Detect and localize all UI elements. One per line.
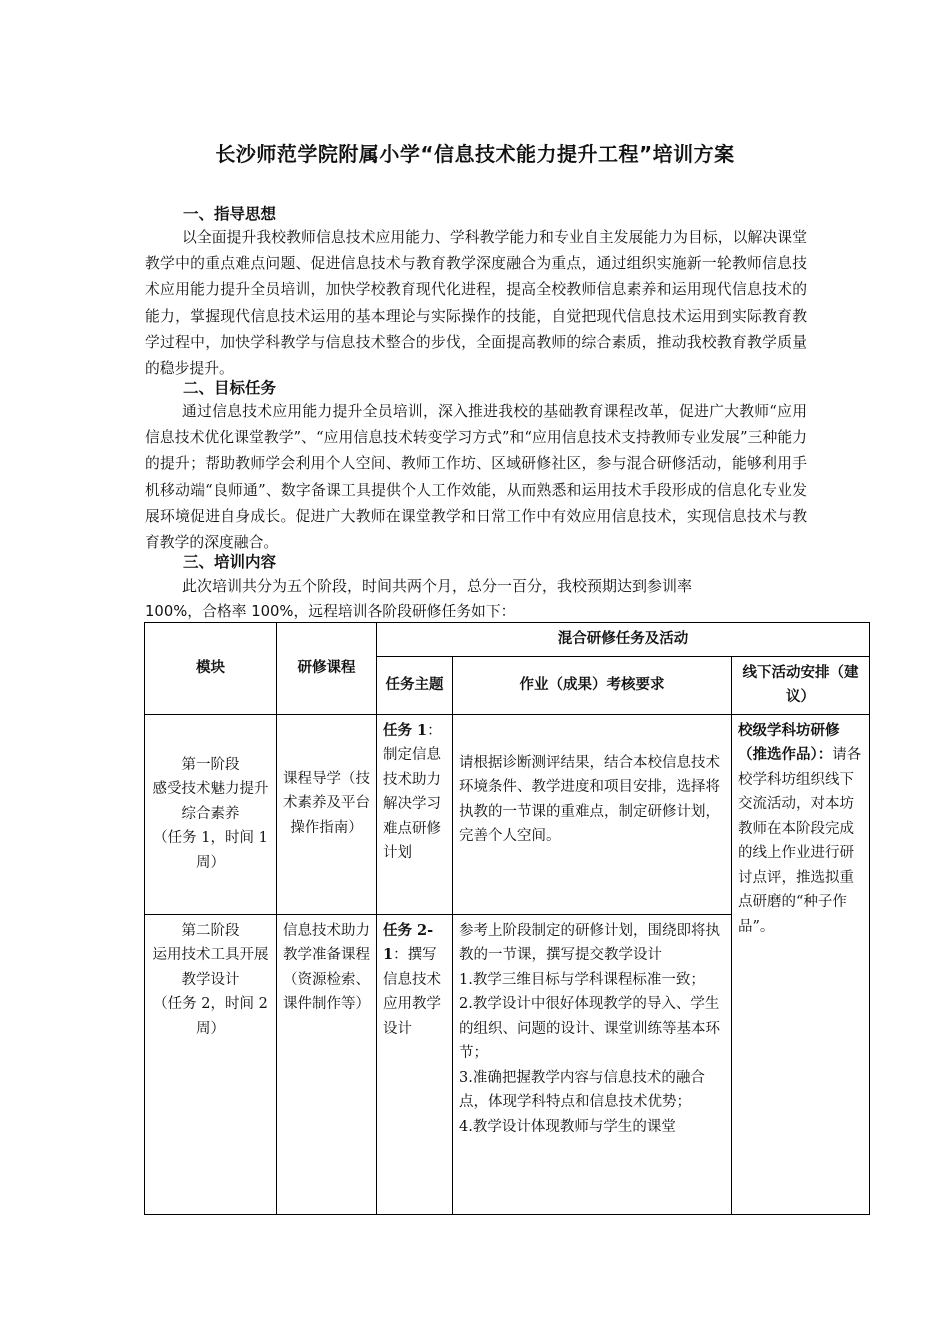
stage-2-duration: （任务 2，时间 2 周） bbox=[153, 996, 268, 1037]
header-assessment: 作业（成果）考核要求 bbox=[453, 656, 732, 714]
offline-activity-title: 校级学科坊研修（推选作品）： bbox=[738, 721, 840, 763]
section-heading-1: 一、指导思想 bbox=[183, 205, 277, 223]
header-task-theme: 任务主题 bbox=[377, 656, 453, 714]
stage-2-item-2: 2.教学设计中很好体现教学的导入、学生的组织、问题的设计、课堂训练等基本环节； bbox=[459, 996, 720, 1061]
page-title: 长沙师范学院附属小学“信息技术能力提升工程”培训方案 bbox=[215, 142, 735, 166]
stage-2-task-label: 任务 2-1 bbox=[383, 921, 434, 963]
stage-1-cell bbox=[145, 714, 277, 914]
stage-2-task bbox=[377, 914, 453, 1214]
stage-2-item-4: 4.教学设计体现教师与学生的课堂 bbox=[459, 1118, 676, 1135]
header-module: 模块 bbox=[145, 623, 277, 715]
stage-2-name: 第二阶段 bbox=[181, 922, 240, 939]
header-course: 研修课程 bbox=[277, 623, 377, 715]
stage-2-item-3: 3.准确把握教学内容与信息技术的融合点，体现学科特点和信息技术优势； bbox=[459, 1069, 705, 1110]
header-offline: 线下活动安排（建议） bbox=[732, 656, 870, 714]
stage-1-duration: （任务 1，时间 1 周） bbox=[153, 830, 268, 871]
section-heading-2: 二、目标任务 bbox=[183, 379, 277, 397]
table-row bbox=[145, 714, 870, 914]
stage-2-requirement-intro: 参考上阶段制定的研修计划，围绕即将执教的一节课，撰写提交教学设计 bbox=[459, 922, 720, 963]
section-3-paragraph-line1: 此次培训共分为五个阶段，时间共两个月，总分一百分，我校预期达到参训率 bbox=[182, 577, 693, 595]
section-2-paragraph: 通过信息技术应用能力提升全员培训，深入推进我校的基础教育课程改革，促进广大教师“应用信息技术优化课堂教学”、“应用信息技术转变学习方式”和“应用信息技术支持教师专业发展”三种能力的提升；帮助教师学会利用个人空间、教师工作坊、区域研修社区，参与混合研修活动，能够利用手机移动端“良师通”、数字备课工具提供个人工作效能，从而熟悉和运用技术手段形成的信息化专业发展环境促进自身成长。促进广大教师在课堂教学和日常工作中有效应用信息技术，实现信息技术与教育教学的深度融合。 bbox=[145, 403, 807, 552]
stage-1-requirement: 请根据诊断测评结果，结合本校信息技术环境条件、教学进度和项目安排，选择将执教的一节课的重难点，制定研修计划，完善个人空间。 bbox=[453, 714, 732, 914]
stage-1-name: 第一阶段 bbox=[181, 756, 240, 773]
section-3-paragraph-line2: 100%，合格率 100%，远程培训各阶段研修任务如下： bbox=[145, 603, 516, 620]
stage-1-course: 课程导学（技术素养及平台操作指南） bbox=[277, 714, 377, 914]
stage-2-goal: 运用技术工具开展教学设计 bbox=[152, 947, 269, 988]
header-mixed-tasks: 混合研修任务及活动 bbox=[377, 623, 870, 657]
stage-1-task-text: ：制定信息技术助力解决学习难点研修计划 bbox=[383, 722, 442, 861]
stage-1-task bbox=[377, 714, 453, 914]
stage-1-task-label: 任务 1 bbox=[383, 721, 428, 739]
stage-2-requirement bbox=[453, 914, 732, 1214]
section-heading-3: 三、培训内容 bbox=[183, 553, 277, 571]
stage-2-cell bbox=[145, 914, 277, 1214]
section-1-paragraph: 以全面提升我校教师信息技术应用能力、学科教学能力和专业自主发展能力为目标，以解决课堂教学中的重点难点问题、促进信息技术与教育教学深度融合为重点，通过组织实施新一轮教师信息技术应用能力提升全员培训，加快学校教育现代化进程，提高全校教师信息素养和运用现代信息技术的能力，掌握现代信息技术运用的基本理论与实际操作的技能，自觉把现代信息技术运用到实际教育教学过程中，加快学科教学与信息技术整合的步伐，全面提高教师的综合素质，推动我校教育教学质量的稳步提升。 bbox=[145, 229, 807, 378]
offline-activity-text: 请各校学科坊组织线下交流活动，对本坊教师在本阶段完成的线上作业进行研讨点评，推选拟重点研磨的“种子作品”。 bbox=[738, 747, 862, 935]
stage-1-goal: 感受技术魅力提升综合素养 bbox=[152, 781, 269, 822]
stage-2-item-1: 1.教学三维目标与学科课程标准一致； bbox=[459, 971, 705, 988]
stage-2-task-text: ：撰写信息技术应用教学设计 bbox=[383, 947, 441, 1037]
stage-2-course: 信息技术助力教学准备课程（资源检索、课件制作等） bbox=[277, 914, 377, 1214]
offline-activity-cell bbox=[732, 714, 870, 1214]
training-plan-table bbox=[144, 622, 870, 1215]
